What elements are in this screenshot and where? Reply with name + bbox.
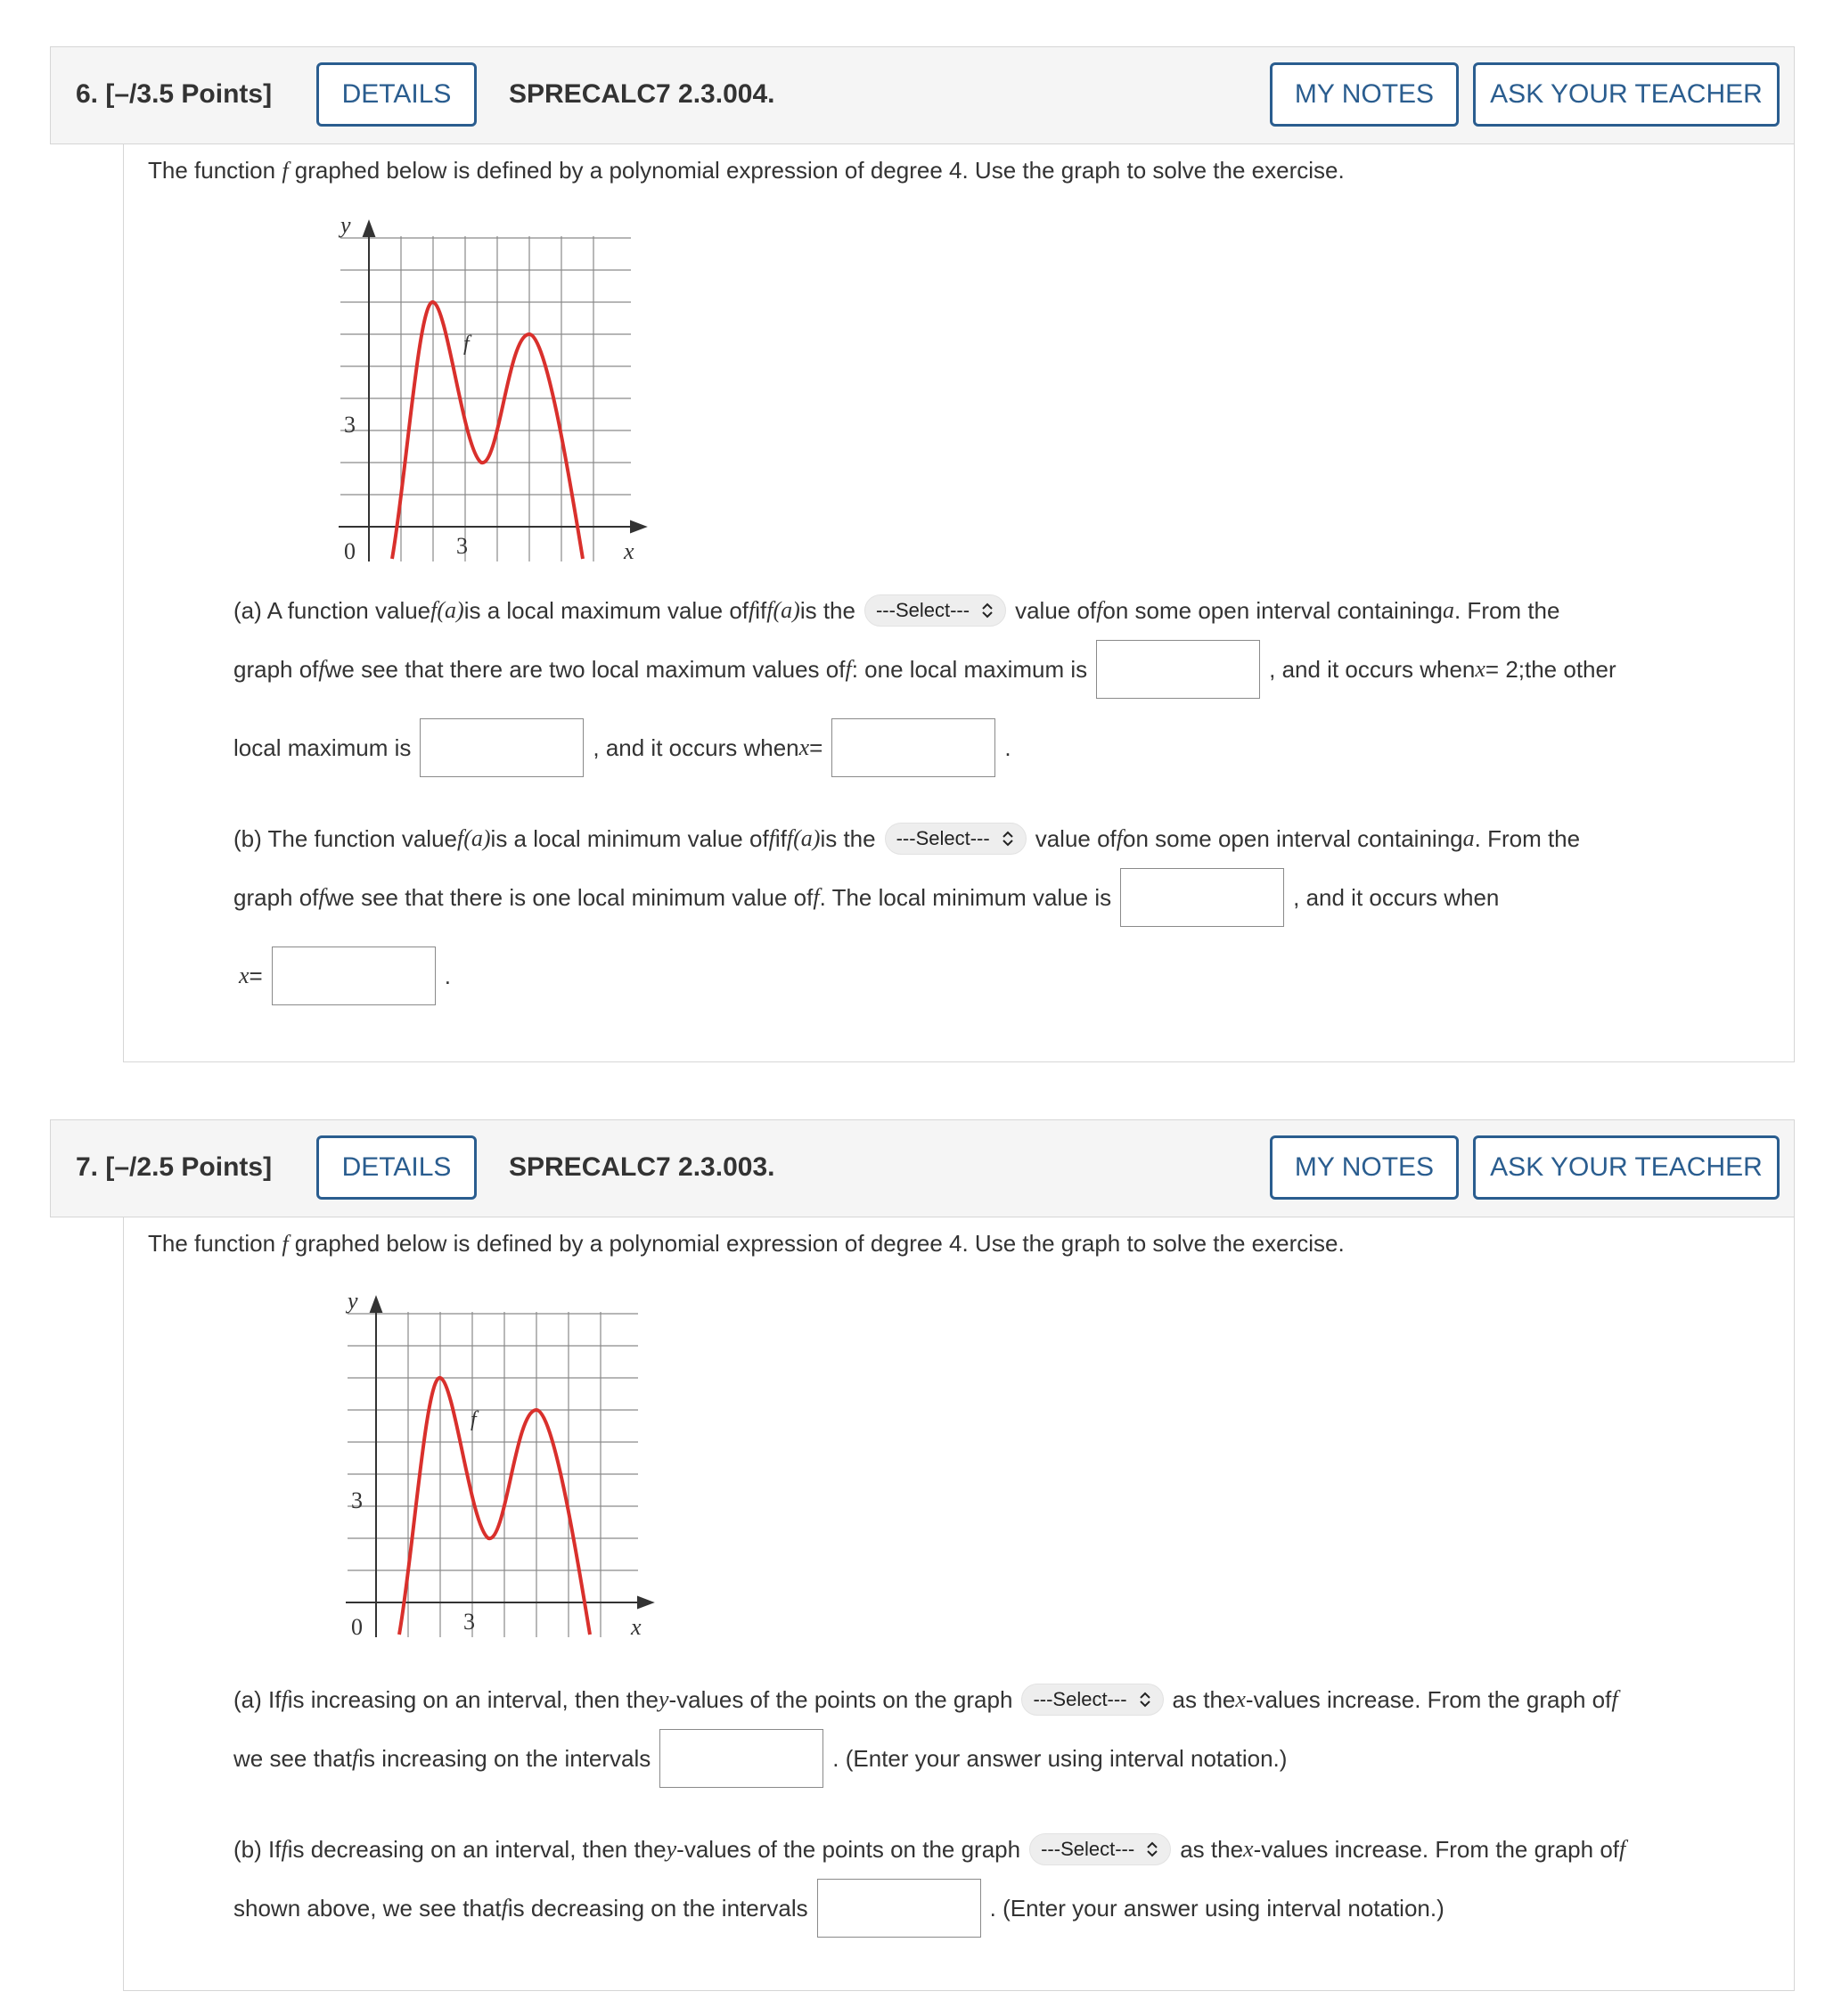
answer-input[interactable] (831, 718, 995, 777)
q6-part-b-line1: (b) The function value f(a) is a local minimum value of f if f(a) is the ---Select--- value of f on some open interval containing a . From the (233, 809, 1580, 868)
graph-y-label: y (348, 1288, 358, 1314)
select-dropdown[interactable]: ---Select--- (864, 594, 1006, 627)
question-number: 7. (76, 1152, 99, 1182)
question-code: SPRECALC7 2.3.004. (509, 79, 775, 109)
question-6-header (50, 46, 1795, 144)
q6-part-a-line2: graph of f we see that there are two local maximum values of f : one local maximum is , and it occurs when x = 2; the other (233, 640, 1616, 699)
graph-y-tick: 3 (344, 412, 356, 438)
q6-part-a-line3: local maximum is , and it occurs when x = . (233, 718, 1011, 777)
question-points: [–/2.5 Points] (105, 1152, 273, 1182)
graph-curve-label: f (471, 1408, 477, 1431)
ask-teacher-button[interactable]: ASK YOUR TEACHER (1473, 62, 1780, 127)
q6-part-b-line3: x = . (239, 947, 451, 1005)
q7-part-a-line1: (a) If f is increasing on an interval, then the y -values of the points on the graph ---Select--- as the x -values increase. From the graph of f (233, 1670, 1618, 1729)
graph-x-tick: 3 (456, 533, 468, 559)
answer-input[interactable] (817, 1879, 981, 1938)
question-points: [–/3.5 Points] (105, 79, 273, 109)
updown-chevron-icon (1001, 830, 1015, 848)
updown-chevron-icon (1145, 1840, 1159, 1858)
my-notes-button[interactable]: MY NOTES (1270, 1135, 1459, 1200)
details-button[interactable]: DETAILS (316, 62, 477, 127)
q7-part-b-line2: shown above, we see that f is decreasing on the intervals . (Enter your answer using interval notation.) (233, 1879, 1444, 1938)
q7-part-a-line2: we see that f is increasing on the intervals . (Enter your answer using interval notation.) (233, 1729, 1287, 1788)
answer-input[interactable] (1096, 640, 1260, 699)
graph-origin: 0 (344, 538, 356, 564)
answer-input[interactable] (1120, 868, 1284, 927)
question-7-intro: The function f graphed below is defined by a polynomial expression of degree 4. Use the graph to solve the exercise. (148, 1230, 1345, 1257)
question-number: 6. (76, 79, 99, 109)
ask-teacher-button[interactable]: ASK YOUR TEACHER (1473, 1135, 1780, 1200)
graph-curve-label: f (463, 332, 470, 356)
answer-input[interactable] (420, 718, 584, 777)
q7-part-b-line1: (b) If f is decreasing on an interval, then the y -values of the points on the graph ---Select--- as the x -values increase. From the graph of f (233, 1820, 1625, 1879)
graph-x-label: x (631, 1614, 642, 1640)
graph-origin: 0 (351, 1614, 363, 1640)
graph-x-label: x (624, 538, 634, 564)
question-code: SPRECALC7 2.3.003. (509, 1152, 775, 1182)
graph-y-label: y (340, 212, 351, 238)
question-6-title (76, 79, 272, 110)
updown-chevron-icon (1138, 1691, 1152, 1709)
select-dropdown[interactable]: ---Select--- (1029, 1833, 1171, 1865)
answer-input[interactable] (659, 1729, 823, 1788)
question-7-title (76, 1152, 272, 1183)
question-6-intro: The function f graphed below is defined by a polynomial expression of degree 4. Use the graph to solve the exercise. (148, 157, 1345, 184)
select-dropdown[interactable]: ---Select--- (1021, 1684, 1163, 1716)
polynomial-graph (321, 209, 651, 575)
polynomial-graph (328, 1285, 658, 1651)
question-7-header (50, 1119, 1795, 1217)
details-button[interactable]: DETAILS (316, 1135, 477, 1200)
select-dropdown[interactable]: ---Select--- (885, 823, 1027, 855)
graph-x-tick: 3 (463, 1609, 475, 1635)
answer-input[interactable] (272, 947, 436, 1005)
q6-part-a-line1: (a) A function value f(a) is a local maximum value of f if f(a) is the ---Select--- value of f on some open interval containing a . From the (233, 581, 1559, 640)
my-notes-button[interactable]: MY NOTES (1270, 62, 1459, 127)
q6-part-b-line2: graph of f we see that there is one local minimum value of f . The local minimum value is , and it occurs when (233, 868, 1499, 927)
updown-chevron-icon (980, 602, 994, 619)
graph-y-tick: 3 (351, 1487, 363, 1513)
